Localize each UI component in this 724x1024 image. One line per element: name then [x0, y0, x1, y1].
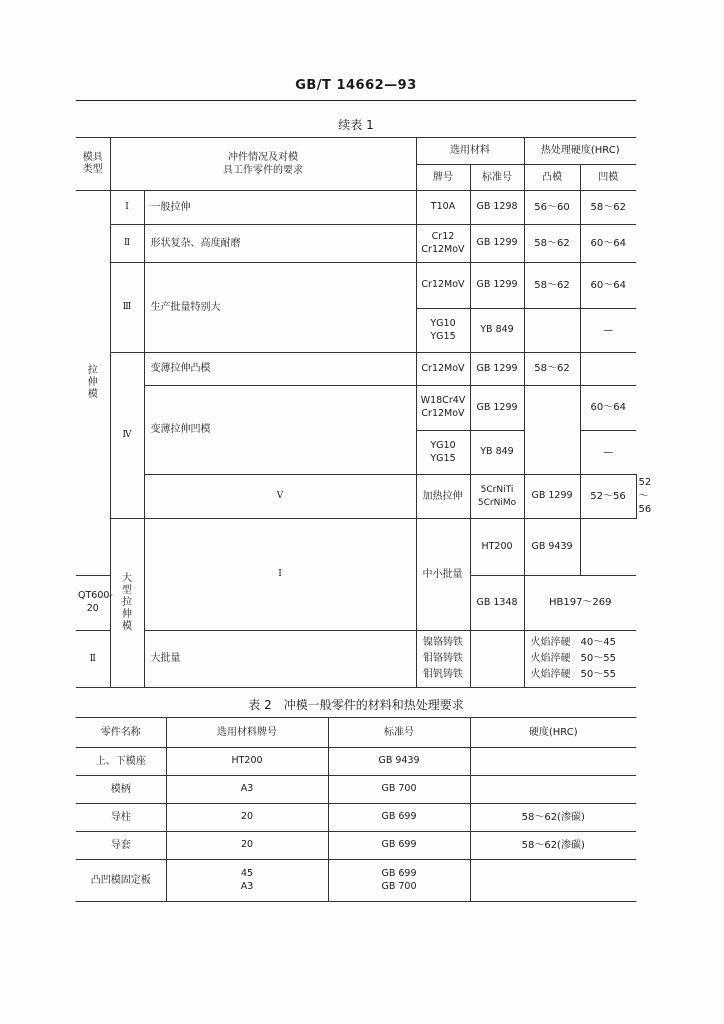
row2-grade: Cr12 Cr12MoV	[416, 225, 470, 263]
head-cond: 冲件情况及对模 具工作零件的要求	[110, 138, 416, 191]
row4-die-c: —	[580, 431, 636, 475]
t2-row0-hard	[470, 748, 636, 776]
row5-desc: 加热拉伸	[416, 475, 470, 519]
t2-row4-part: 凸凹模固定板	[76, 860, 166, 902]
row4-desc-a: 变薄拉伸凸模	[144, 353, 416, 386]
row6-std-a: GB 9439	[524, 519, 580, 576]
t2-row4-hard	[470, 860, 636, 902]
t2-row1-part: 模柄	[76, 776, 166, 804]
row6-grade-b: QT600-20	[76, 576, 110, 631]
row2-die: 60～64	[580, 225, 636, 263]
row7-std	[470, 631, 524, 688]
row6-desc: 中小批量	[416, 519, 470, 631]
row7-desc: 大批量	[144, 631, 416, 688]
t2-row1-std: GB 700	[328, 776, 470, 804]
row4-punch-a: 58～62	[524, 353, 580, 386]
t2-head-part: 零件名称	[76, 718, 166, 748]
row4-std-c: YB 849	[470, 431, 524, 475]
head-type: 模具 类型	[76, 138, 110, 191]
row1-std: GB 1298	[470, 191, 524, 225]
row6-num: Ⅰ	[144, 519, 416, 631]
t2-row2-grade: 20	[166, 804, 328, 832]
row6-hard-a	[580, 519, 636, 576]
row7-grade: 镍铬铸铁 钼铬铸铁 钼钒铸铁	[416, 631, 470, 688]
t2-head-grade: 选用材料牌号	[166, 718, 328, 748]
row1-num: Ⅰ	[110, 191, 144, 225]
head-die: 凹模	[580, 165, 636, 191]
group-large-drawing-die: 大 型 拉 伸 模	[110, 519, 144, 688]
row1-desc: 一般拉伸	[144, 191, 416, 225]
row4-die-a	[580, 353, 636, 386]
row5-std: GB 1299	[524, 475, 580, 519]
row4-desc-b: 变薄拉伸凹模	[144, 386, 416, 475]
row1-die: 58～62	[580, 191, 636, 225]
t2-row0-part: 上、下模座	[76, 748, 166, 776]
t2-row4-grade: 45 A3	[166, 860, 328, 902]
table2-caption: 表 2 冲模一般零件的材料和热处理要求	[248, 698, 464, 712]
t2-row3-hard: 58～62(渗碳)	[470, 832, 636, 860]
row2-punch: 58～62	[524, 225, 580, 263]
t2-row4-std: GB 699 GB 700	[328, 860, 470, 902]
group-drawing-die: 拉 伸 模	[76, 191, 110, 576]
head-punch: 凸模	[524, 165, 580, 191]
row5-punch: 52～56	[580, 475, 636, 519]
row5-grade: 5CrNiTi 5CrNiMo	[470, 475, 524, 519]
head-std: 标准号	[470, 165, 524, 191]
t2-row1-grade: A3	[166, 776, 328, 804]
table1: 模具 类型 冲件情况及对模 具工作零件的要求 选用材料 热处理硬度(HRC) 牌号 标准号 凸模 凹模 拉 伸 模 Ⅰ 一般拉伸 T10A GB 1298 56～60 58～62 Ⅱ 形状复杂、高度耐磨 Cr12 Cr12MoV GB 1299 58～62 60～64 Ⅲ 生产批量特别大 Cr12MoV GB 1299 58～62 60～64 YG10 YG15 YB 849 — Ⅳ 变薄拉伸凸模 Cr12MoV GB 1299 58～62 变薄拉伸凹模 W18Cr4V Cr12MoV GB 1299 60～64 YG10 YG15 YB 849 — Ⅴ 加热拉伸 5CrNiTi 5CrNiMo GB 1299 52～56 52～56 大 型 拉 伸 模 Ⅰ 中小批量 HT200 GB 9439 QT600-20 GB 1348 HB197～269 Ⅱ 大批量 镍铬铸铁 钼铬铸铁 钼钒铸铁 火焰淬硬 40～45 火焰淬硬 50～55 火焰淬硬 50～55	[76, 137, 636, 688]
t2-head-hard: 硬度(HRC)	[470, 718, 636, 748]
t2-row3-std: GB 699	[328, 832, 470, 860]
row3-die-b: —	[580, 309, 636, 353]
t2-row2-part: 导柱	[76, 804, 166, 832]
table1-caption: 续表 1	[338, 118, 374, 132]
row2-num: Ⅱ	[110, 225, 144, 263]
t2-row2-hard: 58～62(渗碳)	[470, 804, 636, 832]
head-heat: 热处理硬度(HRC)	[524, 138, 636, 165]
header-rule	[76, 100, 636, 101]
row6-grade-a: HT200	[470, 519, 524, 576]
row4-num: Ⅳ	[110, 353, 144, 519]
row4-std-a: GB 1299	[470, 353, 524, 386]
row7-hard: 火焰淬硬 40～45 火焰淬硬 50～55 火焰淬硬 50～55	[524, 631, 636, 688]
t2-row3-part: 导套	[76, 832, 166, 860]
row2-desc: 形状复杂、高度耐磨	[144, 225, 416, 263]
row4-punch-b	[524, 386, 580, 475]
row5-num: Ⅴ	[144, 475, 416, 519]
row1-punch: 56～60	[524, 191, 580, 225]
row3-die-a: 60～64	[580, 263, 636, 309]
t2-row3-grade: 20	[166, 832, 328, 860]
row3-desc: 生产批量特别大	[144, 263, 416, 353]
row3-grade-a: Cr12MoV	[416, 263, 470, 309]
t2-row0-std: GB 9439	[328, 748, 470, 776]
row1-grade: T10A	[416, 191, 470, 225]
t2-row1-hard	[470, 776, 636, 804]
row3-std-a: GB 1299	[470, 263, 524, 309]
row4-grade-b: W18Cr4V Cr12MoV	[416, 386, 470, 431]
table2	[76, 717, 636, 902]
head-grade: 牌号	[416, 165, 470, 191]
row4-grade-a: Cr12MoV	[416, 353, 470, 386]
row6-hard-b: HB197～269	[524, 576, 636, 631]
row4-die-b: 60～64	[580, 386, 636, 431]
row7-num: Ⅱ	[76, 631, 110, 688]
row3-num: Ⅲ	[110, 263, 144, 353]
row3-punch-b	[524, 309, 580, 353]
head-material: 选用材料	[416, 138, 524, 165]
row2-std: GB 1299	[470, 225, 524, 263]
row3-std-b: YB 849	[470, 309, 524, 353]
t2-row2-std: GB 699	[328, 804, 470, 832]
row3-grade-b: YG10 YG15	[416, 309, 470, 353]
standard-header: GB/T 14662—93	[295, 78, 417, 93]
row4-std-b: GB 1299	[470, 386, 524, 431]
row3-punch-a: 58～62	[524, 263, 580, 309]
t2-row0-grade: HT200	[166, 748, 328, 776]
t2-head-std: 标准号	[328, 718, 470, 748]
row6-std-b: GB 1348	[470, 576, 524, 631]
row4-grade-c: YG10 YG15	[416, 431, 470, 475]
